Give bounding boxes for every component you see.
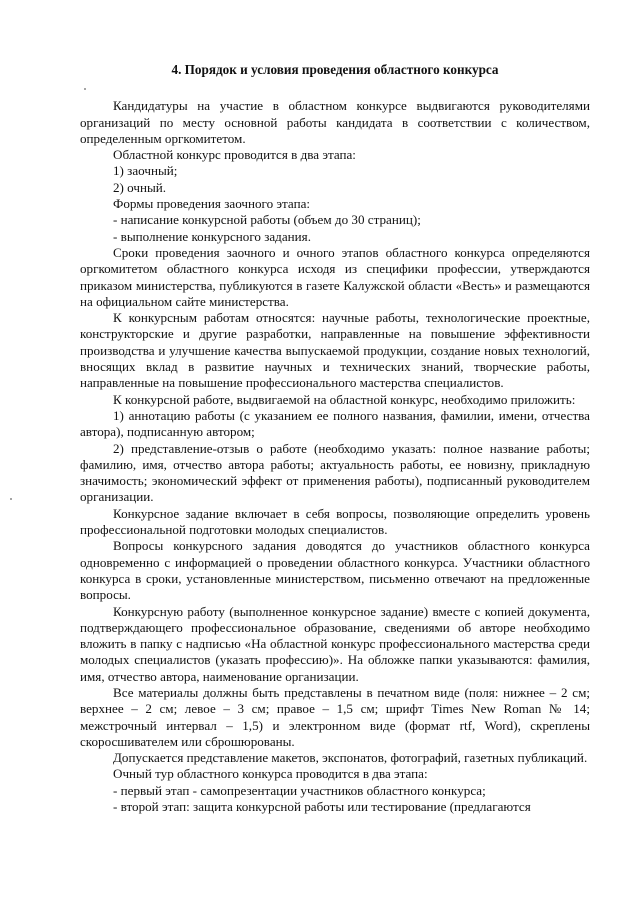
list-item-stage-1: 1) заочный; (113, 163, 178, 179)
list-item-form-1: - написание конкурсной работы (объем до 30 страниц); (113, 212, 421, 228)
list-item-final-stage-2: - второй этап: защита конкурсной работы или тестирование (предлагаются (113, 799, 531, 815)
document-body (80, 62, 590, 815)
paragraph-folder: Конкурсную работу (выполненное конкурсное задание) вместе с копией документа, подтверждающего профессиональное образование, сведениями об авторе необходимо вложить в папку с надписью «На областной конкурс профессионального мастерства среди молодых специалистов (указать профессию)». На обложке папки указываются: фамилия, имя, отчество автора, наименование организации. (80, 603, 590, 684)
list-item-final-stage-1: - первый этап - самопрезентации участников областного конкурса; (113, 782, 486, 798)
paragraph-final-round: Очный тур областного конкурса проводится в два этапа: (113, 766, 428, 782)
paragraph-deadlines: Сроки проведения заочного и очного этапов областного конкурса определяются оргкомитетом областного конкурса исходя из специфики профессии, утверждаются приказом министерства, публикуются в газете Калужской области «Весть» и размещаются на официальном сайте министерства. (80, 244, 590, 309)
paragraph-forms-intro: Формы проведения заочного этапа: (113, 196, 311, 212)
paragraph-questions: Вопросы конкурсного задания доводятся до участников областного конкурса одновременно с информацией о проведении областного конкурса. Участники областного конкурса в сроки, установленные министерством, письменно отвечают на предложенные вопросы. (80, 538, 590, 603)
section-heading: 4. Порядок и условия проведения областного конкурса (171, 62, 499, 77)
paragraph-exhibits: Допускается представление макетов, экспонатов, фотографий, газетных публикаций. (113, 750, 588, 766)
paragraph-nomination: Кандидатуры на участие в областном конкурсе выдвигаются руководителями организаций по месту основной работы кандидата в соответствии с количеством, определенным оргкомитетом. (80, 98, 590, 146)
scan-speck (10, 498, 12, 500)
paragraph-stages-intro: Областной конкурс проводится в два этапа: (113, 147, 356, 163)
paragraph-format: Все материалы должны быть представлены в печатном виде (поля: нижнее – 2 см; верхнее – 2 см; левое – 3 см; правое – 1,5 см; шрифт Times New Roman № 14; межстрочный интервал – 1,5) и электронном виде (формат rtf, Word), скреплены скоросшивателем или сброшюрованы. (80, 684, 590, 749)
list-item-form-2: - выполнение конкурсного задания. (113, 228, 311, 244)
list-item-annotation: 1) аннотацию работы (с указанием ее полного названия, фамилии, имени, отчества автора), подписанную автором; (80, 407, 590, 440)
paragraph-work-types: К конкурсным работам относятся: научные работы, технологические проектные, конструкторские и другие разработки, направленные на повышение эффективности производства и улучшение качества выпускаемой продукции, создание новых технологий, вносящих вклад в развитие научных и технических знаний, творческие работы, направленные на повышение профессионального мастерства специалистов. (80, 310, 590, 391)
paragraph-task: Конкурсное задание включает в себя вопросы, позволяющие определить уровень профессиональной подготовки молодых специалистов. (80, 505, 590, 538)
list-item-stage-2: 2) очный. (113, 179, 167, 195)
paragraph-attachments-intro: К конкурсной работе, выдвигаемой на областной конкурс, необходимо приложить: (113, 391, 576, 407)
list-item-review: 2) представление-отзыв о работе (необходимо указать: полное название работы; фамилию, имя, отчество автора работы; актуальность работы, ее новизну, прикладную значимость; экономический эффект от применения работы), подписанный руководителем организации. (80, 440, 590, 505)
